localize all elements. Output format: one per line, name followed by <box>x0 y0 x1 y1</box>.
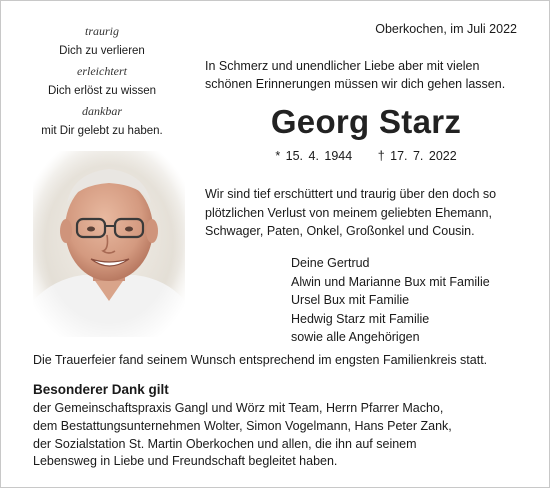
message-line-3: Schwager, Paten, Onkel, Großonkel und Cousin. <box>205 224 475 238</box>
motto-verse <box>23 21 181 141</box>
thanks-heading: Besonderer Dank gilt <box>33 382 169 397</box>
message-line-2: plötzlichen Verlust von meinem geliebten Ehemann, <box>205 205 492 220</box>
motto-line-4: Dich erlöst zu wissen <box>47 85 156 97</box>
intro-text <box>205 57 535 93</box>
message-line-1: Wir sind tief erschüttert und traurig über den doch so <box>205 187 497 201</box>
mourner-4: Hedwig Starz mit Familie <box>291 311 430 326</box>
thanks-line-1: der Gemeinschaftspraxis Gangl und Wörz mit Team, Herrn Pfarrer Macho, <box>33 401 444 415</box>
motto-line-6: mit Dir gelebt zu haben. <box>41 125 163 137</box>
mourner-3: Ursel Bux mit Familie <box>291 293 410 307</box>
deceased-name: Georg Starz <box>270 103 462 140</box>
motto-line-1: traurig <box>84 24 119 38</box>
motto-line-3: erleichtert <box>77 64 127 78</box>
portrait-photo <box>33 151 185 337</box>
death-date: † 17. 7. 2022 <box>377 149 457 163</box>
mourner-1: Deine Gertrud <box>291 256 370 270</box>
mourners-list <box>291 254 531 347</box>
thanks-text <box>33 400 533 471</box>
mourner-5: sowie alle Angehörigen <box>291 330 420 344</box>
thanks-line-3: der Sozialstation St. Martin Oberkochen und allen, die ihn auf seinem <box>33 436 417 451</box>
motto-line-2: Dich zu verlieren <box>59 45 145 57</box>
birth-date: * 15. 4. 1944 <box>275 149 353 163</box>
condolence-message <box>205 185 535 241</box>
portrait-illustration <box>33 151 185 337</box>
intro-line-2: schönen Erinnerungen müssen wir dich gehen lassen. <box>205 77 506 91</box>
mourner-2: Alwin und Marianne Bux mit Familie <box>291 274 490 289</box>
motto-line-5: dankbar <box>82 104 122 118</box>
place-date: Oberkochen, im Juli 2022 <box>375 22 517 36</box>
intro-line-1: In Schmerz und unendlicher Liebe aber mit vielen <box>205 59 480 73</box>
thanks-line-4: Lebensweg in Liebe und Freundschaft begleitet haben. <box>33 454 338 469</box>
thanks-line-2: dem Bestattungsunternehmen Wolter, Simon Vogelmann, Hans Peter Zank, <box>33 418 452 433</box>
funeral-note: Die Trauerfeier fand seinem Wunsch entsprechend im engsten Familienkreis statt. <box>33 353 488 367</box>
life-dates <box>201 149 531 163</box>
